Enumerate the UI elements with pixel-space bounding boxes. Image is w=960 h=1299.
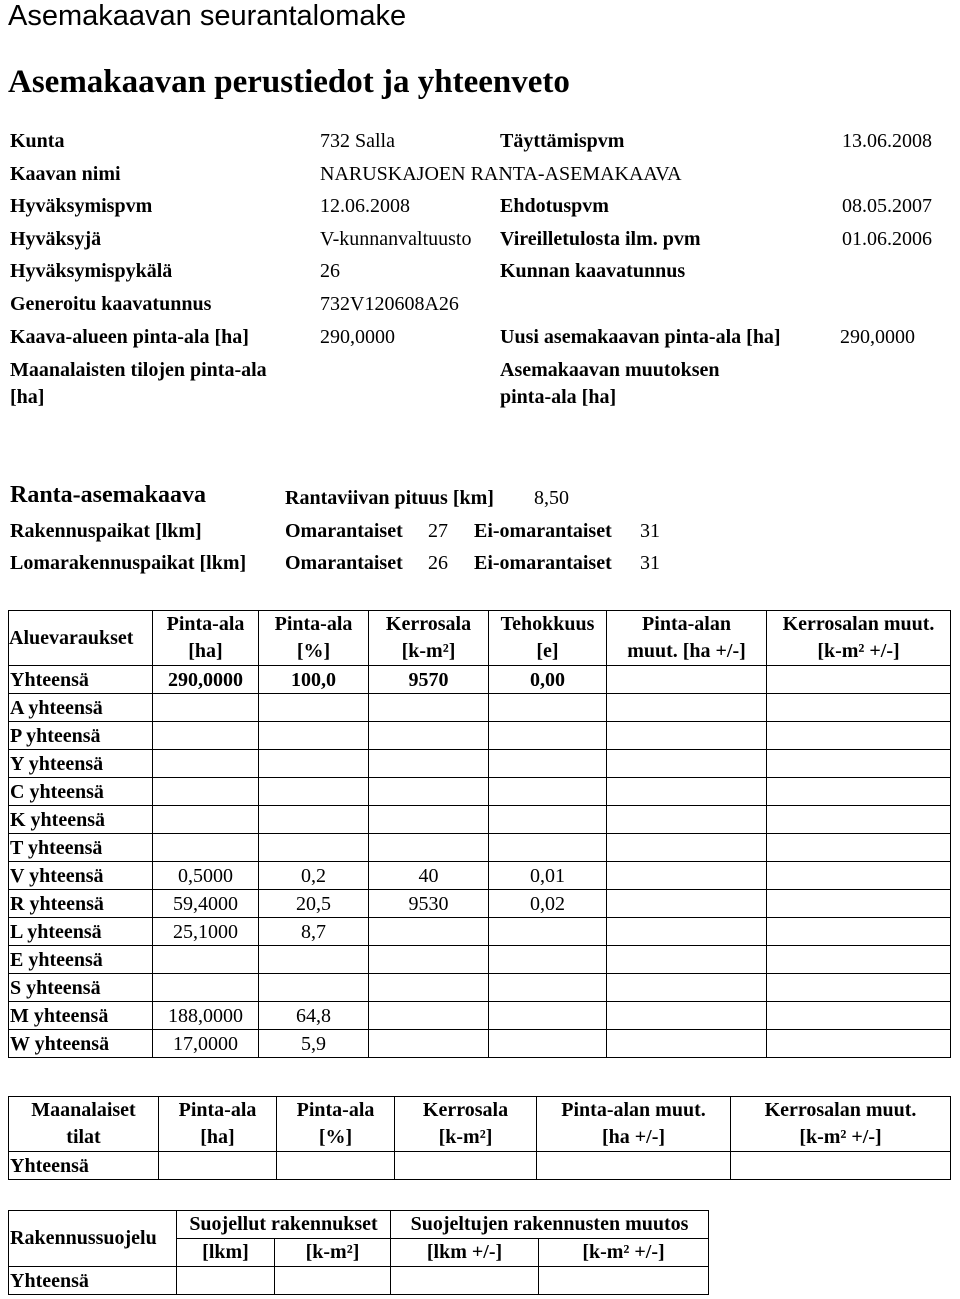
- aluevaraukset-cell: [767, 722, 951, 750]
- aluevaraukset-cell: [767, 1030, 951, 1058]
- aluevaraukset-cell: 17,0000: [153, 1030, 259, 1058]
- suojelu-lkm-header: [lkm]: [177, 1239, 275, 1267]
- aluevaraukset-cell: [607, 862, 767, 890]
- aluevaraukset-header-0: [9, 611, 153, 666]
- aluevaraukset-cell: [607, 974, 767, 1002]
- maanalaiset-pinta-ala-label-1: Maanalaisten tilojen pinta-ala: [10, 359, 267, 381]
- aluevaraukset-header-4: [489, 611, 607, 666]
- aluevaraukset-cell: A yhteensä: [9, 694, 153, 722]
- aluevaraukset-cell: M yhteensä: [9, 1002, 153, 1030]
- aluevaraukset-cell: [369, 946, 489, 974]
- uusi-pinta-ala-label: Uusi asemakaavan pinta-ala [ha]: [500, 326, 781, 348]
- aluevaraukset-cell: [259, 974, 369, 1002]
- aluevaraukset-header-5-line-0: Pinta-alan: [642, 613, 731, 635]
- rantaviiva-value: 8,50: [534, 487, 569, 509]
- kunta-label: Kunta: [10, 130, 65, 152]
- suojelu-cell: [539, 1267, 709, 1295]
- hyvaksymispvm-label: Hyväksymispvm: [10, 195, 153, 217]
- kaava-alue-pinta-ala-value: 290,0000: [320, 326, 395, 348]
- aluevaraukset-cell: 9530: [369, 890, 489, 918]
- aluevaraukset-cell: [489, 778, 607, 806]
- suojelu-cell: [177, 1267, 275, 1295]
- aluevaraukset-cell: [153, 834, 259, 862]
- aluevaraukset-cell: W yhteensä: [9, 1030, 153, 1058]
- aluevaraukset-cell: [153, 722, 259, 750]
- aluevaraukset-cell: 0,2: [259, 862, 369, 890]
- aluevaraukset-cell: [767, 862, 951, 890]
- aluevaraukset-cell: [369, 778, 489, 806]
- aluevaraukset-cell: [259, 694, 369, 722]
- kunta-value: 732 Salla: [320, 130, 395, 152]
- ranta-title: Ranta-asemakaava: [10, 482, 206, 508]
- tayttamispvm-label: Täyttämispvm: [500, 130, 625, 152]
- aluevaraukset-cell: 0,00: [489, 666, 607, 694]
- aluevaraukset-cell: 20,5: [259, 890, 369, 918]
- aluevaraukset-cell: [607, 750, 767, 778]
- maanalaiset-header-1-line-0: Pinta-ala: [178, 1099, 257, 1121]
- aluevaraukset-header-5: [607, 611, 767, 666]
- aluevaraukset-header-1: [153, 611, 259, 666]
- aluevaraukset-cell: [369, 974, 489, 1002]
- aluevaraukset-header-4-line-1: [e]: [536, 640, 559, 662]
- aluevaraukset-cell: [153, 750, 259, 778]
- section-title: Asemakaavan perustiedot ja yhteenveto: [8, 64, 570, 100]
- aluevaraukset-cell: S yhteensä: [9, 974, 153, 1002]
- maanalaiset-table: [8, 1096, 951, 1180]
- table-row: [9, 778, 951, 806]
- maanalaiset-header-2: [277, 1097, 395, 1152]
- table-row: [9, 974, 951, 1002]
- rak-ei-omarantaiset-label: Ei-omarantaiset: [474, 520, 612, 542]
- hyvaksymispvm-value: 12.06.2008: [320, 195, 410, 217]
- aluevaraukset-cell: [369, 1030, 489, 1058]
- aluevaraukset-header-2-line-1: [%]: [296, 640, 331, 662]
- aluevaraukset-cell: [259, 750, 369, 778]
- maanalaiset-header-3-line-0: Kerrosala: [422, 1099, 509, 1121]
- aluevaraukset-cell: 59,4000: [153, 890, 259, 918]
- suojelu-cell: [275, 1267, 391, 1295]
- maanalaiset-header-2-line-0: Pinta-ala: [296, 1099, 375, 1121]
- hyvaksymispykala-value: 26: [320, 260, 340, 282]
- aluevaraukset-cell: [607, 722, 767, 750]
- aluevaraukset-cell: [259, 806, 369, 834]
- table-row: [9, 694, 951, 722]
- tayttamispvm-value: 13.06.2008: [842, 130, 932, 152]
- aluevaraukset-cell: [607, 806, 767, 834]
- aluevaraukset-cell: 64,8: [259, 1002, 369, 1030]
- table-row: [9, 890, 951, 918]
- aluevaraukset-cell: [489, 806, 607, 834]
- aluevaraukset-cell: Yhteensä: [9, 666, 153, 694]
- aluevaraukset-cell: V yhteensä: [9, 862, 153, 890]
- aluevaraukset-header-1-line-1: [ha]: [188, 640, 223, 662]
- aluevaraukset-cell: [767, 834, 951, 862]
- table-row: [9, 750, 951, 778]
- aluevaraukset-cell: [489, 974, 607, 1002]
- suojelu-cell: [391, 1267, 539, 1295]
- maanalaiset-header-2-line-1: [%]: [318, 1126, 353, 1148]
- aluevaraukset-cell: [767, 694, 951, 722]
- vireilletulo-label: Vireilletulosta ilm. pvm: [500, 228, 701, 250]
- maanalaiset-header-5-line-0: Kerrosalan muut.: [764, 1099, 917, 1121]
- suojelu-lkm-muutos-header: [lkm +/-]: [391, 1239, 539, 1267]
- table-row: [9, 1267, 709, 1295]
- maanalaiset-header-5-line-1: [k-m² +/-]: [799, 1126, 882, 1148]
- maanalaiset-cell: [731, 1152, 951, 1180]
- suojelu-km2-header: [k-m²]: [275, 1239, 391, 1267]
- aluevaraukset-cell: [489, 918, 607, 946]
- aluevaraukset-cell: 100,0: [259, 666, 369, 694]
- aluevaraukset-table: [8, 610, 951, 1058]
- hyvaksymispykala-label: Hyväksymispykälä: [10, 260, 173, 282]
- maanalaiset-cell: [277, 1152, 395, 1180]
- aluevaraukset-cell: [489, 946, 607, 974]
- muutos-pinta-ala-label-2: pinta-ala [ha]: [500, 386, 617, 408]
- rakennuspaikat-label: Rakennuspaikat [lkm]: [10, 520, 202, 542]
- loma-ei-omarantaiset-value: 31: [640, 552, 660, 574]
- lomarakennuspaikat-label: Lomarakennuspaikat [lkm]: [10, 552, 247, 574]
- aluevaraukset-header-3-line-1: [k-m²]: [401, 640, 456, 662]
- aluevaraukset-cell: [489, 834, 607, 862]
- aluevaraukset-cell: R yhteensä: [9, 890, 153, 918]
- table-row: [9, 1152, 951, 1180]
- aluevaraukset-cell: [369, 918, 489, 946]
- aluevaraukset-cell: [607, 694, 767, 722]
- aluevaraukset-cell: [607, 1030, 767, 1058]
- maanalaiset-header-0: [9, 1097, 159, 1152]
- maanalaiset-cell: [395, 1152, 537, 1180]
- aluevaraukset-cell: 40: [369, 862, 489, 890]
- aluevaraukset-header-5-line-1: muut. [ha +/-]: [627, 640, 746, 662]
- aluevaraukset-header-6-line-1: [k-m² +/-]: [817, 640, 900, 662]
- hyvaksyja-label: Hyväksyjä: [10, 228, 102, 250]
- uusi-pinta-ala-value: 290,0000: [840, 326, 915, 348]
- aluevaraukset-cell: 9570: [369, 666, 489, 694]
- maanalaiset-cell: Yhteensä: [9, 1152, 159, 1180]
- rakennussuojelu-table: [8, 1210, 709, 1295]
- vireilletulo-value: 01.06.2006: [842, 228, 932, 250]
- aluevaraukset-cell: [259, 778, 369, 806]
- maanalaiset-cell: [537, 1152, 731, 1180]
- rak-ei-omarantaiset-value: 31: [640, 520, 660, 542]
- maanalaiset-header-4-line-0: Pinta-alan muut.: [561, 1099, 706, 1121]
- aluevaraukset-cell: [259, 722, 369, 750]
- loma-omarantaiset-value: 26: [428, 552, 448, 574]
- aluevaraukset-cell: [767, 778, 951, 806]
- maanalaiset-header-3: [395, 1097, 537, 1152]
- aluevaraukset-header-6-line-0: Kerrosalan muut.: [782, 613, 935, 635]
- suojeltujen-muutos-header: Suojeltujen rakennusten muutos: [391, 1211, 709, 1239]
- aluevaraukset-cell: [767, 890, 951, 918]
- aluevaraukset-cell: [259, 834, 369, 862]
- maanalaiset-cell: [159, 1152, 277, 1180]
- rantaviiva-label: Rantaviivan pituus [km]: [285, 487, 494, 509]
- suojelu-km2-muutos-header: [k-m² +/-]: [539, 1239, 709, 1267]
- loma-ei-omarantaiset-label: Ei-omarantaiset: [474, 552, 612, 574]
- aluevaraukset-cell: [369, 834, 489, 862]
- table-row: [9, 834, 951, 862]
- aluevaraukset-cell: [369, 750, 489, 778]
- table-row: [9, 722, 951, 750]
- aluevaraukset-cell: [489, 750, 607, 778]
- maanalaiset-header-1: [159, 1097, 277, 1152]
- kaavan-nimi-value: NARUSKAJOEN RANTA-ASEMAKAAVA: [320, 163, 682, 185]
- kunnan-kaavatunnus-label: Kunnan kaavatunnus: [500, 260, 686, 282]
- loma-omarantaiset-label: Omarantaiset: [285, 552, 403, 574]
- aluevaraukset-cell: [489, 1002, 607, 1030]
- aluevaraukset-cell: 188,0000: [153, 1002, 259, 1030]
- aluevaraukset-cell: [607, 918, 767, 946]
- aluevaraukset-cell: [607, 1002, 767, 1030]
- aluevaraukset-cell: [369, 722, 489, 750]
- table-row: [9, 918, 951, 946]
- maanalaiset-header-1-line-1: [ha]: [200, 1126, 235, 1148]
- aluevaraukset-cell: [259, 946, 369, 974]
- rak-omarantaiset-value: 27: [428, 520, 448, 542]
- generoitu-kaavatunnus-label: Generoitu kaavatunnus: [10, 293, 212, 315]
- aluevaraukset-header-0-line-0: Aluevaraukset: [9, 626, 134, 649]
- aluevaraukset-header-3-line-0: Kerrosala: [385, 613, 472, 635]
- aluevaraukset-header-4-line-0: Tehokkuus: [500, 613, 595, 635]
- table-row: [9, 666, 951, 694]
- aluevaraukset-cell: 290,0000: [153, 666, 259, 694]
- aluevaraukset-cell: [489, 1030, 607, 1058]
- aluevaraukset-cell: [607, 778, 767, 806]
- aluevaraukset-cell: [153, 694, 259, 722]
- aluevaraukset-cell: [607, 890, 767, 918]
- aluevaraukset-cell: 0,01: [489, 862, 607, 890]
- suojellut-rakennukset-header: Suojellut rakennukset: [177, 1211, 391, 1239]
- aluevaraukset-cell: [153, 806, 259, 834]
- aluevaraukset-cell: L yhteensä: [9, 918, 153, 946]
- aluevaraukset-cell: [767, 750, 951, 778]
- aluevaraukset-cell: P yhteensä: [9, 722, 153, 750]
- aluevaraukset-header-1-line-0: Pinta-ala: [166, 613, 245, 635]
- maanalaiset-pinta-ala-label-2: [ha]: [10, 386, 45, 408]
- maanalaiset-header-5: [731, 1097, 951, 1152]
- aluevaraukset-cell: [489, 722, 607, 750]
- aluevaraukset-cell: [153, 946, 259, 974]
- aluevaraukset-cell: 25,1000: [153, 918, 259, 946]
- aluevaraukset-cell: [767, 1002, 951, 1030]
- aluevaraukset-cell: [767, 974, 951, 1002]
- aluevaraukset-cell: [369, 806, 489, 834]
- aluevaraukset-header-6: [767, 611, 951, 666]
- aluevaraukset-cell: [767, 918, 951, 946]
- aluevaraukset-cell: 8,7: [259, 918, 369, 946]
- aluevaraukset-cell: Y yhteensä: [9, 750, 153, 778]
- aluevaraukset-cell: [607, 666, 767, 694]
- aluevaraukset-cell: [369, 694, 489, 722]
- muutos-pinta-ala-label-1: Asemakaavan muutoksen: [500, 359, 720, 381]
- aluevaraukset-cell: [153, 974, 259, 1002]
- table-row: [9, 862, 951, 890]
- aluevaraukset-header-3: [369, 611, 489, 666]
- aluevaraukset-cell: K yhteensä: [9, 806, 153, 834]
- maanalaiset-header-4-line-1: [ha +/-]: [601, 1126, 666, 1148]
- aluevaraukset-cell: [153, 778, 259, 806]
- form-title: Asemakaavan seurantalomake: [8, 0, 407, 32]
- aluevaraukset-cell: 5,9: [259, 1030, 369, 1058]
- ehdotuspvm-label: Ehdotuspvm: [500, 195, 609, 217]
- aluevaraukset-cell: [607, 946, 767, 974]
- maanalaiset-header-0-line-1: tilat: [66, 1126, 101, 1148]
- suojelu-cell: Yhteensä: [9, 1267, 177, 1295]
- maanalaiset-header-3-line-1: [k-m²]: [438, 1126, 493, 1148]
- generoitu-kaavatunnus-value: 732V120608A26: [320, 293, 459, 315]
- table-row: [9, 1002, 951, 1030]
- aluevaraukset-cell: C yhteensä: [9, 778, 153, 806]
- aluevaraukset-cell: 0,02: [489, 890, 607, 918]
- kaavan-nimi-label: Kaavan nimi: [10, 163, 121, 185]
- kaava-alue-pinta-ala-label: Kaava-alueen pinta-ala [ha]: [10, 326, 249, 348]
- aluevaraukset-cell: [767, 806, 951, 834]
- aluevaraukset-cell: [767, 946, 951, 974]
- table-row: [9, 1030, 951, 1058]
- maanalaiset-header-4: [537, 1097, 731, 1152]
- aluevaraukset-header-2-line-0: Pinta-ala: [274, 613, 353, 635]
- rakennussuojelu-header: Rakennussuojelu: [9, 1211, 177, 1267]
- aluevaraukset-cell: T yhteensä: [9, 834, 153, 862]
- ehdotuspvm-value: 08.05.2007: [842, 195, 932, 217]
- aluevaraukset-cell: E yhteensä: [9, 946, 153, 974]
- rak-omarantaiset-label: Omarantaiset: [285, 520, 403, 542]
- maanalaiset-header-0-line-0: Maanalaiset: [31, 1099, 136, 1121]
- aluevaraukset-cell: [369, 1002, 489, 1030]
- hyvaksyja-value: V-kunnanvaltuusto: [320, 228, 472, 250]
- aluevaraukset-header-2: [259, 611, 369, 666]
- aluevaraukset-cell: [767, 666, 951, 694]
- aluevaraukset-cell: [607, 834, 767, 862]
- table-row: [9, 806, 951, 834]
- aluevaraukset-cell: 0,5000: [153, 862, 259, 890]
- table-row: [9, 946, 951, 974]
- aluevaraukset-cell: [489, 694, 607, 722]
